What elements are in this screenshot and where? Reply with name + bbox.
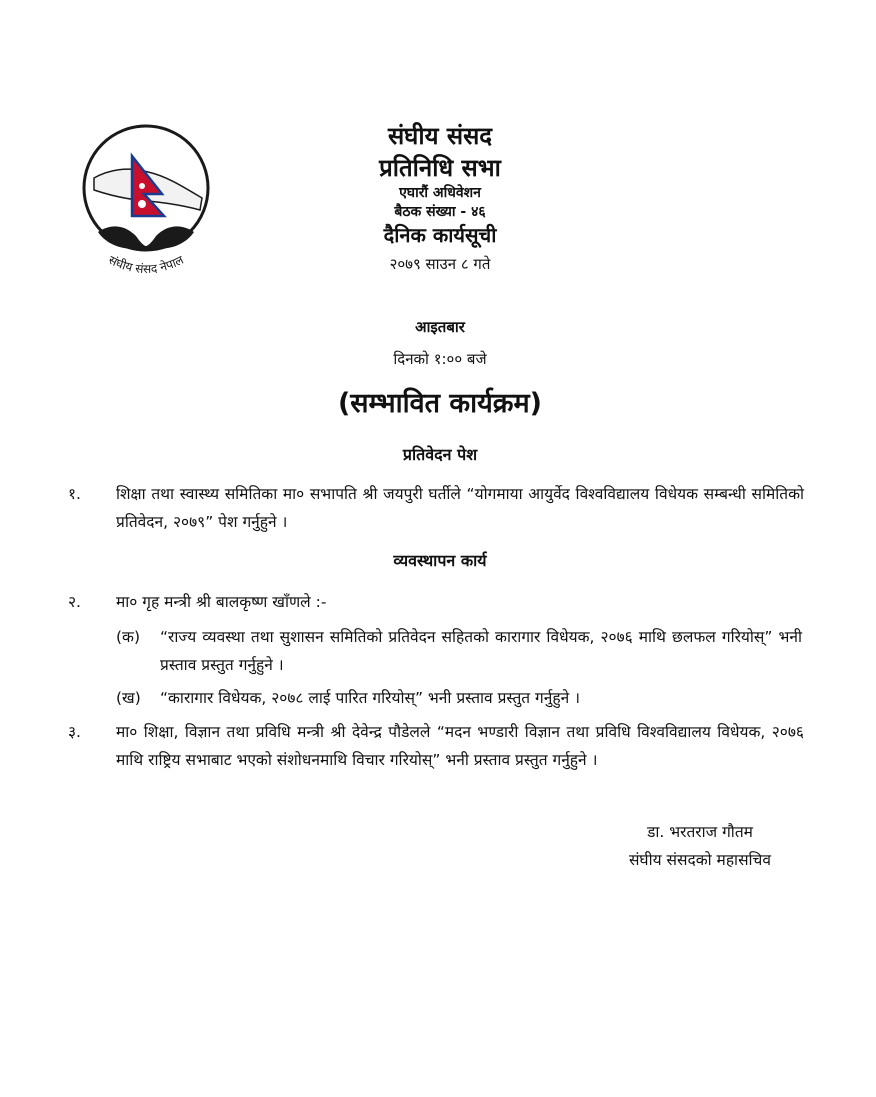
signature-block [590,818,810,874]
meeting-number: बैठक संख्या - ४६ [394,204,486,220]
subitem-text: “राज्य व्यवस्था तथा सुशासन समितिको प्रतिवेदन सहितको कारागार विधेयक, २०७६ माथि छलफल गरियोस्” भनी प्रस्ताव प्रस्तुत गर्नुहुने । [160,628,802,674]
section-heading-report: प्रतिवेदन पेश [402,445,478,464]
agenda-item [68,480,804,536]
item-number: १. [68,485,81,503]
section-heading-legislation: व्यवस्थापन कार्य [393,551,487,570]
parliament-title: संघीय संसद [387,122,493,150]
meeting-time: दिनको १:०० बजे [393,350,487,368]
subitem-label: (ख) [116,689,141,707]
agenda-date: २०७९ साउन ८ गते [389,255,491,273]
item-number: २. [68,593,81,611]
session-label: एघारौं अधिवेशन [399,185,481,201]
signatory-designation: संघीय संसदको महासचिव [628,851,772,869]
svg-text:संघीय संसद नेपाल [106,252,186,276]
agenda-title: दैनिक कार्यसूची [383,223,497,247]
emblem-caption: संघीय संसद नेपाल [106,252,186,277]
item-text: मा० गृह मन्त्री श्री बालकृष्ण खाँणले :- [116,593,327,611]
weekday: आइतबार [415,318,465,336]
agenda-subitem [116,623,802,679]
item-text: शिक्षा तथा स्वास्थ्य समितिका मा० सभापति श्री जयपुरी घर्तीले “योगमाया आयुर्वेद विश्वविद्यालय विधेयक सम्बन्धी समितिको प्रतिवेदन, २०७९” पेश गर्नुहुने । [116,485,804,531]
agenda-item [68,588,804,616]
program-title: (सम्भावित कार्यक्रम) [337,388,543,419]
agenda-item [68,718,804,774]
agenda-subitem [116,684,802,712]
parliament-emblem-logo [78,120,218,280]
signatory-name: डा. भरतराज गौतम [647,823,753,841]
subitem-label: (क) [116,628,140,646]
subitem-text: “कारागार विधेयक, २०७८ लाई पारित गरियोस्” भनी प्रस्ताव प्रस्तुत गर्नुहुने । [160,689,581,707]
item-number: ३. [68,723,81,741]
item-text: मा० शिक्षा, विज्ञान तथा प्रविधि मन्त्री श्री देवेन्द्र पौडेलले “मदन भण्डारी विज्ञान तथा प्रविधि विश्वविद्यालय विधेयक, २०७६ माथि राष्ट्रिय सभाबाट भएको संशोधनमाथि विचार गरियोस्” भनी प्रस्ताव प्रस्तुत गर्नुहुने । [116,723,804,769]
document-header [300,120,580,277]
house-title: प्रतिनिधि सभा [379,154,501,182]
